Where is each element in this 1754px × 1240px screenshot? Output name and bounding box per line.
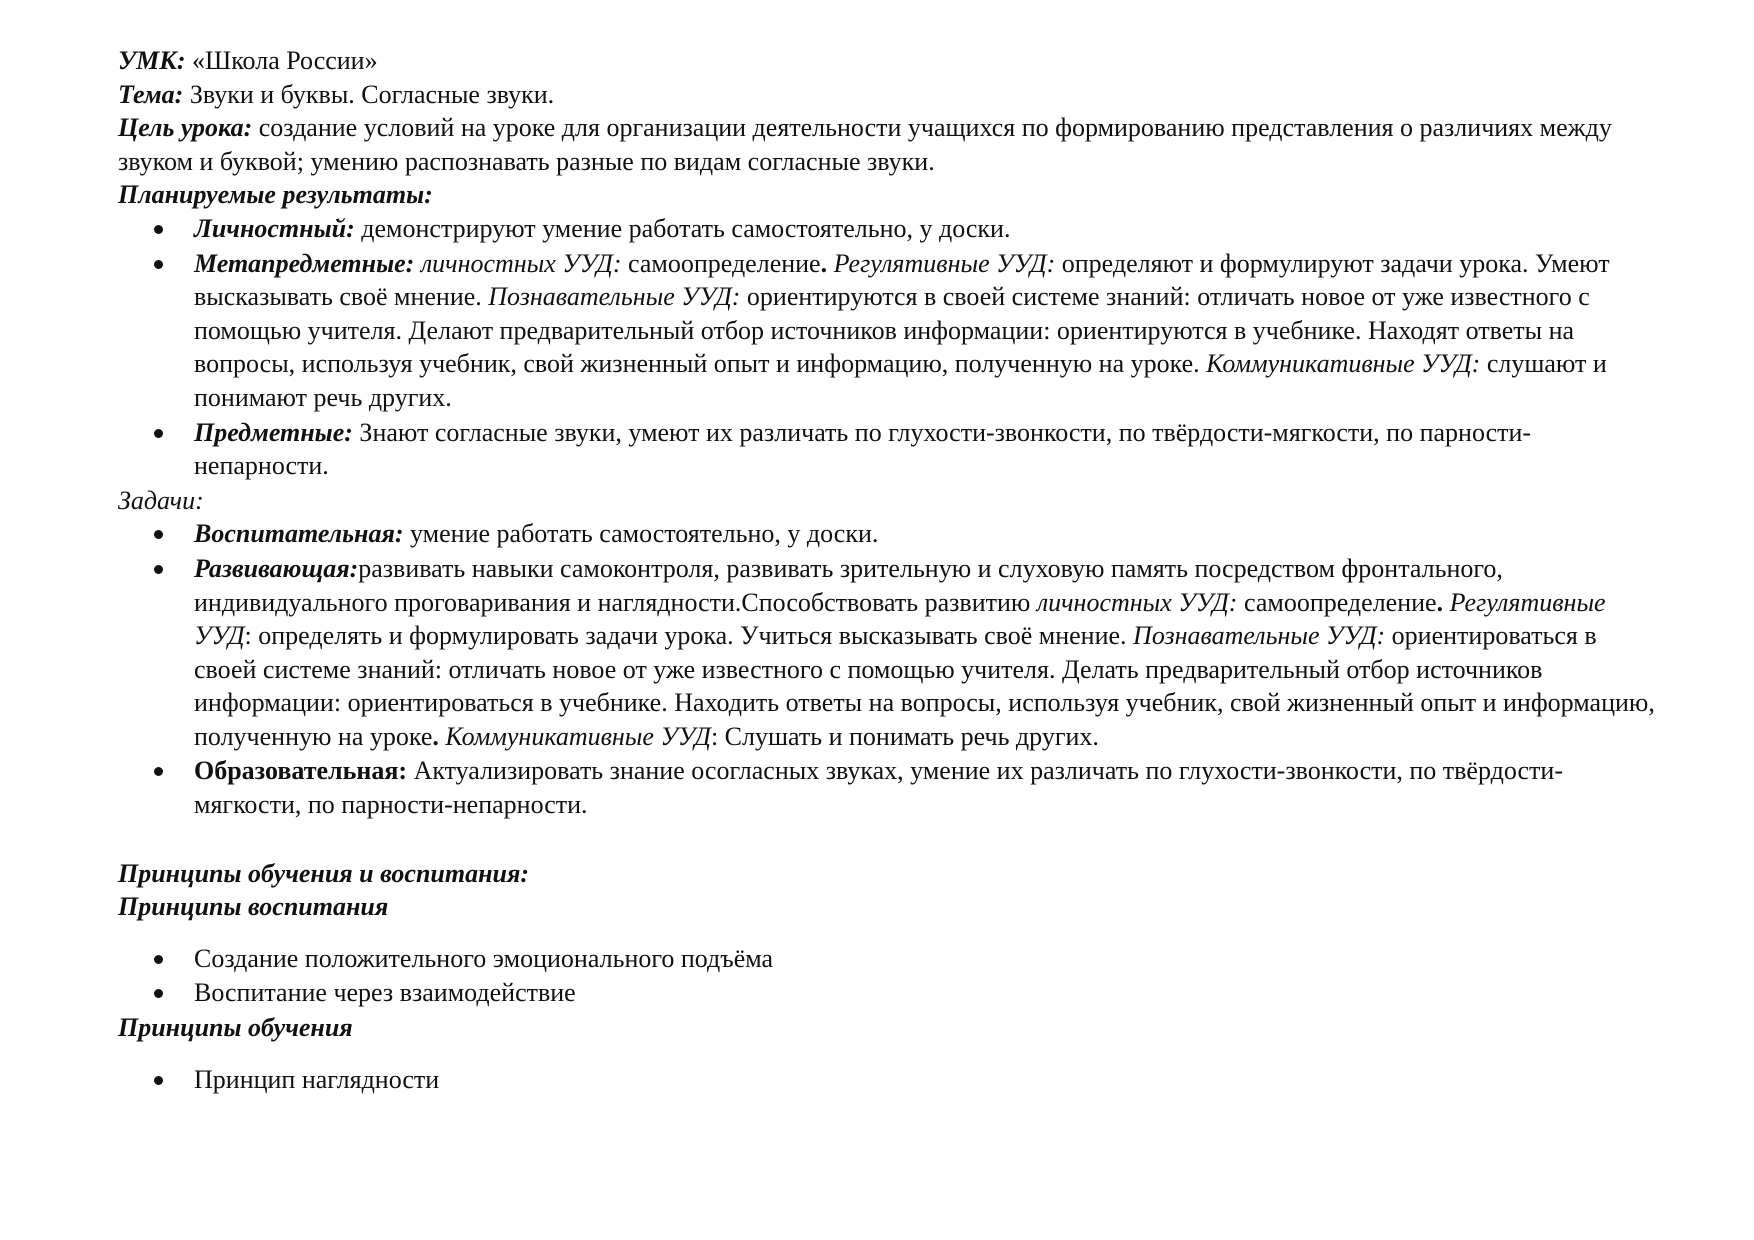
goal-label: Цель урока: [118, 113, 253, 143]
bullet-icon [154, 260, 163, 269]
bullet-icon [154, 767, 163, 776]
developing-dot: . [1436, 587, 1444, 617]
spacer [118, 1045, 1658, 1063]
spacer [118, 924, 1658, 942]
developing-regulatory-uud-label: Регулятивные УУД [194, 587, 1606, 651]
results-list [118, 212, 1658, 483]
result-personal [118, 212, 1658, 246]
task-developing [118, 552, 1658, 754]
meta-regulatory-uud-text: определяют и формулируют задачи урока. Умеют высказывать своё мнение. [194, 248, 1610, 312]
educational-text: Актуализировать знание осогласных звуках, умение их различать по глухости-звонкости, по твёрдости-мягкости, по парности-непарности. [194, 756, 1563, 820]
list-item [118, 1063, 1658, 1097]
learning-principles-heading: Принципы обучения [118, 1013, 353, 1043]
bullet-icon [154, 565, 163, 574]
goal-paragraph [118, 111, 1658, 178]
tasks-heading: Задачи: [118, 485, 204, 515]
meta-cognitive-uud-text: ориентируются в своей системе знаний: отличать новое от уже известного с помощью учителя. Делают предварительный отбор источников информации: ориентируются в учебнике. Находят ответы на вопросы, используя учебник, свой жизненный опыт и информацию, полученную на уроке. [194, 282, 1590, 379]
result-subject [118, 416, 1658, 483]
subject-label: Предметные: [194, 417, 353, 447]
list-item [118, 942, 1658, 976]
meta-regulatory-uud-label: Регулятивные УУД: [833, 248, 1056, 278]
developing-dot-2: . [432, 721, 439, 751]
tasks-list [118, 517, 1658, 821]
meta-communicative-uud-label: Коммуникативные УУД: [1206, 349, 1481, 379]
subject-text: Знают согласные звуки, умеют их различать по глухости-звонкости, по твёрдости-мягкости, по парности-непарности. [194, 417, 1532, 481]
list-item-text: Воспитание через взаимодействие [194, 978, 576, 1008]
developing-personal-uud-label: личностных УУД: [1036, 587, 1238, 617]
list-item-text: Создание положительного эмоционального подъёма [194, 943, 774, 973]
meta-dot: . [820, 248, 828, 278]
topic-value: Звуки и буквы. Согласные звуки. [189, 79, 555, 109]
bullet-icon [154, 989, 163, 998]
list-item-text: Принцип наглядности [194, 1064, 440, 1094]
bullet-icon [154, 1076, 163, 1085]
bullet-icon [154, 530, 163, 539]
upbringing-principles-list [118, 942, 1658, 1010]
umk-value: «Школа России» [192, 46, 378, 75]
developing-text: развивать навыки самоконтроля, развивать зрительную и слуховую память посредством фронтального, индивидуального проговаривания и наглядности.Способствовать развитию [194, 553, 1503, 617]
developing-regulatory-uud-text: : определять и формулировать задачи урока. Учиться высказывать своё мнение. [244, 621, 1127, 651]
meta-communicative-uud-text: слушают и понимают речь других. [194, 349, 1607, 412]
umk-line [118, 44, 1658, 78]
result-meta [118, 247, 1658, 415]
meta-personal-uud-label: личностных УУД: [420, 248, 622, 278]
task-educational [118, 754, 1658, 821]
topic-line [118, 78, 1658, 112]
educational-label: Образовательная: [194, 756, 408, 786]
lesson-plan-page [118, 44, 1658, 1097]
meta-personal-uud-text: самоопределение [627, 248, 821, 278]
learning-principles-list [118, 1063, 1658, 1097]
umk-label: УМК: [118, 46, 186, 75]
developing-communicative-uud-text: : Слушать и понимать речь других. [710, 721, 1099, 751]
list-item [118, 976, 1658, 1010]
personal-label: Личностный: [194, 213, 355, 243]
principles-heading: Принципы обучения и воспитания: [118, 858, 530, 888]
meta-label: Метапредметные: [194, 248, 415, 278]
upbringing-label: Воспитательная: [194, 519, 404, 549]
developing-cognitive-uud-text: ориентироваться в своей системе знаний: отличать новое от уже известного с помощью учителя. Делать предварительный отбор источников информации: ориентироваться в учебнике. Находить ответы на вопросы, используя учебник, свой жизненный опыт и информацию, полученную на уроке [194, 621, 1655, 751]
developing-cognitive-uud-label: Познавательные УУД: [1133, 621, 1386, 651]
personal-text: демонстрируют умение работать самостоятельно, у доски. [361, 213, 1011, 243]
results-heading: Планируемые результаты: [118, 180, 433, 210]
topic-label: Тема: [118, 79, 184, 109]
goal-text: создание условий на уроке для организации деятельности учащихся по формированию представления о различиях между звуком и буквой; умению распознавать разные по видам согласные звуки. [118, 113, 1612, 176]
bullet-icon [154, 429, 163, 438]
meta-cognitive-uud-label: Познавательные УУД: [488, 282, 741, 312]
developing-personal-uud-text: самоопределение [1243, 587, 1437, 617]
upbringing-principles-heading: Принципы воспитания [118, 892, 389, 922]
developing-communicative-uud-label: Коммуникативные УУД [445, 721, 711, 751]
developing-label: Развивающая: [194, 553, 359, 583]
bullet-icon [154, 225, 163, 234]
task-upbringing [118, 517, 1658, 551]
spacer [118, 823, 1658, 857]
bullet-icon [154, 955, 163, 964]
upbringing-text: умение работать самостоятельно, у доски. [410, 519, 879, 549]
